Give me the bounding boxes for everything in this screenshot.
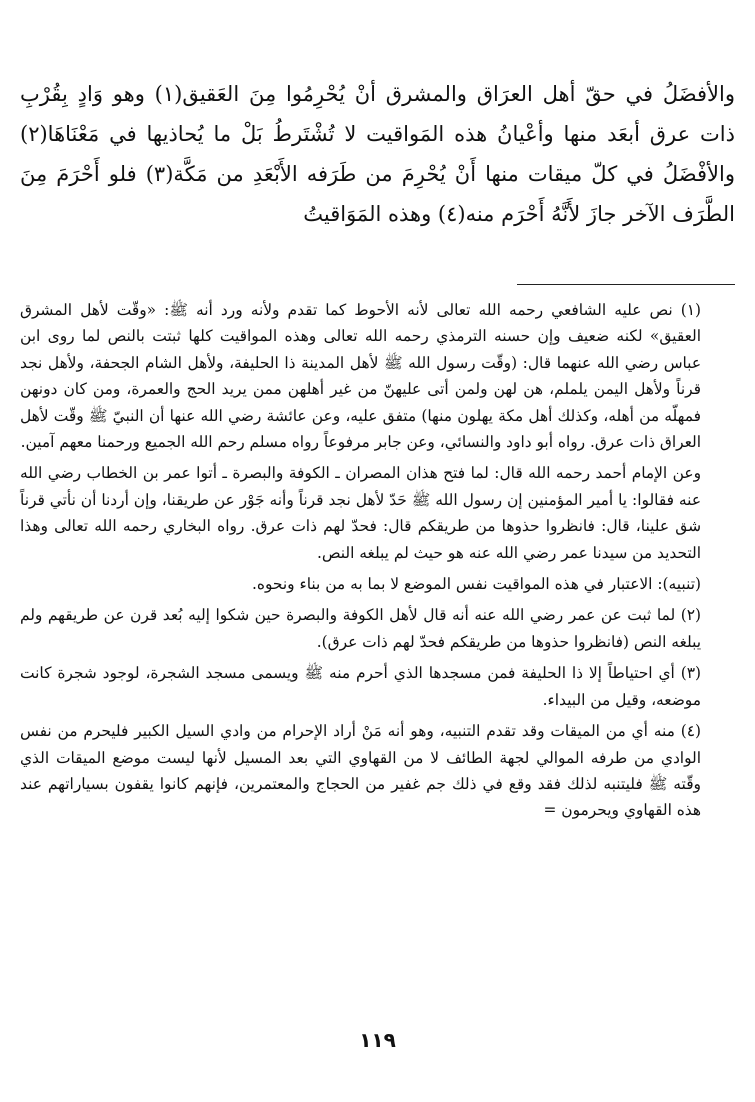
footnotes xyxy=(20,297,735,824)
footnote-2: (٢) لما ثبت عن عمر رضي الله عنه أنه قال لأهل الكوفة والبصرة حين شكوا إليه بُعد قرن عن طريقهم ولم يبلغه النص (فانظروا حذوها من طريقكم فحدّ لهم ذات عرق). xyxy=(20,606,701,651)
footnote-1-continued: وعن الإمام أحمد رحمه الله قال: لما فتح هذان المصران ـ الكوفة والبصرة ـ أتوا عمر بن الخطاب رضي الله عنه فقالوا: يا أمير المؤمنين إن رسول الله ﷺ حَدّ لأهل نجد قرناً وأنه جَوْر عن طريقنا، وإن أردنا أن نأتي قرناً شق علينا، قال: فانظروا حذوها من طريقكم قال: فحدّ لهم ذات عرق. رواه البخاري رحمه الله تعالى وهذا التحديد من سيدنا عمر رضي الله عنه هو حيث لم يبلغه النص. xyxy=(20,464,701,562)
footnote-3: (٣) أي احتياطاً إلا ذا الحليفة فمن مسجدها الذي أحرم منه ﷺ ويسمى مسجد الشجرة، لوجود شجرة كانت موضعه، وقيل من البيداء. xyxy=(20,664,701,709)
footnote-1: (١) نص عليه الشافعي رحمه الله تعالى لأنه الأحوط كما تقدم ولأنه ورد أنه ﷺ: «وقّت لأهل المشرق العقيق» لكنه ضعيف وإن حسنه الترمذي رحمه الله تعالى وهذه المواقيت كلها ثبتت بالنص لما روى ابن عباس رضي الله عنهما قال: (وقّت رسول الله ﷺ لأهل المدينة ذا الحليفة، ولأهل الشام الجحفة، ولأهل نجد قرناً ولأهل اليمن يلملم، هن لهن ولمن أتى عليهنّ من غير أهلهن ممن يريد الحج والعمرة، ومن كان دونهن فمهلّه من أهله، وكذلك أهل مكة يهلون منها) متفق عليه، وعن عائشة رضي الله عنها أن النبيّ ﷺ وقّت لأهل العراق ذات عرق. رواه أبو داود والنسائي، وعن جابر مرفوعاً رواه مسلم رحم الله الجميع ورحمنا معهم آمين. xyxy=(20,301,701,452)
footnote-note: (تنبيه): الاعتبار في هذه المواقيت نفس الموضع لا بما به من بناء ونحوه. xyxy=(252,575,701,594)
main-text xyxy=(20,74,735,234)
main-paragraph: والأفضَلُ في حقّ أهل العرَاق والمشرق أنْ يُحْرِمُوا مِنَ العَقيق(١) وهو وَادٍ بِقُرْبِ ذات عرق أبعَد منها وأعْيانُ هذه المَواقيت لا تُشْتَرطُ بَلْ ما يُحاذيها في مَعْنَاهَا(٢) والأفْضَلُ في كلّ ميقات منها أَنْ يُحْرِمَ من طَرَفه الأَبْعَدِ من مَكَّة(٣) فلو أَحْرَمَ مِنَ الطَّرَف الآخر جازَ لأَنَّهُ أَحْرَم منه(٤) وهذه المَوَاقيتُ xyxy=(20,82,736,226)
footnote-4: (٤) منه أي من الميقات وقد تقدم التنبيه، وهو أنه مَنْ أراد الإحرام من وادي السيل الكبير فليحرم من نفس الوادي من طرفه الموالي لجهة الطائف لا من القهاوي التي بعد المسيل لأنها ليست موضع الميقات الذي وقّته ﷺ فليتنبه لذلك فقد وقع في ذلك جم غفير من الحجاج والمعتمرين، فإنهم كانوا يقفون بسياراتهم عند هذه القهاوي ويحرمون = xyxy=(20,722,701,820)
footnote-separator xyxy=(517,284,735,285)
page-number: ١١٩ xyxy=(359,1028,396,1052)
book-page xyxy=(20,0,735,1102)
